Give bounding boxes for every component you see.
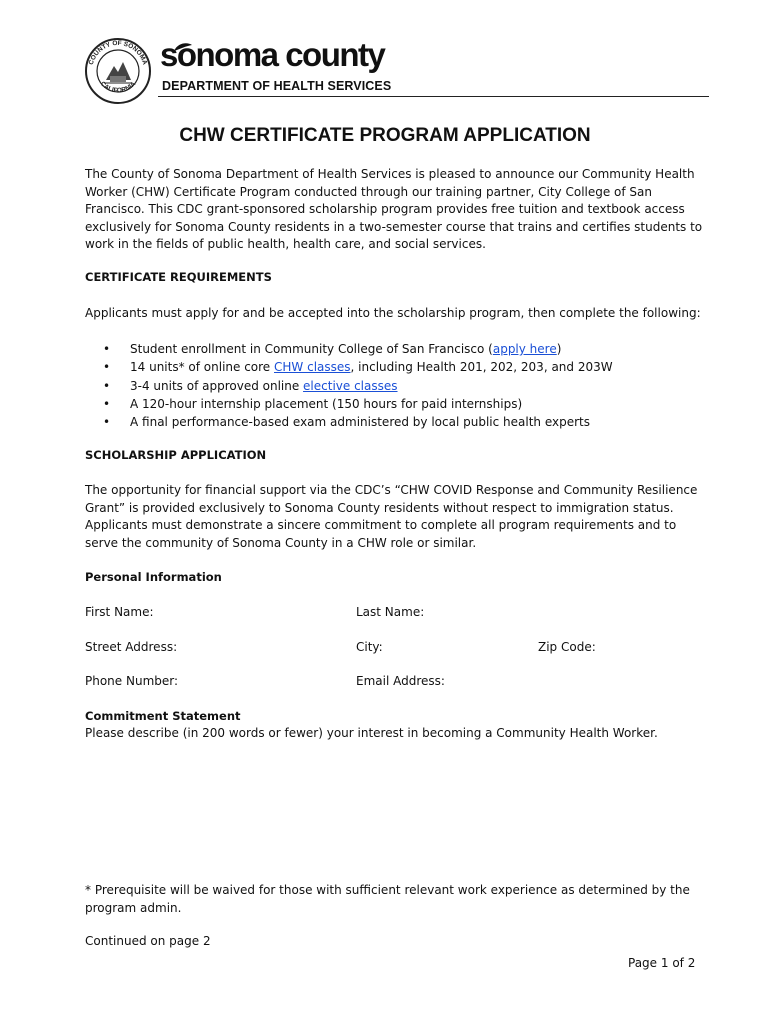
zip-code-field[interactable]: Zip Code: [538, 640, 596, 654]
scholarship-paragraph: The opportunity for financial support via the CDC’s “CHW COVID Response and Community Resilience Grant” is provided exclusively to Sonoma County residents without respect to immigration status. Applicants must demonstrate a sincere commitment to complete all program requirements and to serve the community of Sonoma County in a CHW role or similar. [85, 483, 698, 550]
county-seal-logo [84, 36, 152, 106]
bullet-icon: • [103, 342, 111, 356]
chw-classes-link[interactable]: CHW classes [274, 360, 351, 375]
county-wordmark: sonoma county [160, 36, 385, 73]
intro-paragraph: The County of Sonoma Department of Health Services is pleased to announce our Community Health Worker (CHW) Certificate Program conducted through our training partner, City College of San Francisco. This CDC grant-sponsored scholarship program provides free tuition and textbook access exclusively for Sonoma County residents in a two-semester course that trains and certifies students to work in the fields of public health, health care, and social services. [85, 167, 703, 251]
prerequisite-footnote: * Prerequisite will be waived for those with sufficient relevant work experience as determined by the program admin. [85, 883, 690, 915]
email-address-field[interactable]: Email Address: [356, 674, 445, 688]
requirements-heading: CERTIFICATE REQUIREMENTS [85, 270, 272, 284]
street-address-field[interactable]: Street Address: [85, 640, 178, 654]
bullet-icon: • [103, 378, 111, 393]
bullet-icon: • [103, 360, 111, 375]
svg-text:CALIFORNIA: CALIFORNIA [98, 80, 138, 95]
commitment-prompt: Please describe (in 200 words or fewer) your interest in becoming a Community Health Worker. [85, 726, 658, 740]
header-divider [158, 96, 709, 97]
commitment-response-area[interactable] [85, 746, 710, 866]
city-field[interactable]: City: [356, 640, 383, 654]
list-item: • A final performance-based exam administered by local public health experts [103, 415, 590, 430]
commitment-heading: Commitment Statement [85, 709, 241, 723]
bullet-icon: • [103, 396, 111, 411]
last-name-field[interactable]: Last Name: [356, 605, 425, 619]
list-item: • 14 units* of online core CHW classes, including Health 201, 202, 203, and 203W [103, 360, 613, 375]
page-title: CHW CERTIFICATE PROGRAM APPLICATION [179, 125, 591, 146]
list-item: • A 120-hour internship placement (150 hours for paid internships) [103, 396, 523, 411]
scholarship-heading: SCHOLARSHIP APPLICATION [85, 448, 267, 462]
list-item: • 3-4 units of approved online elective classes [103, 378, 398, 393]
requirements-lead: Applicants must apply for and be accepted into the scholarship program, then complete the following: [85, 306, 701, 320]
requirements-list [100, 340, 613, 431]
page-number: Page 1 of 2 [628, 956, 696, 970]
svg-text:COUNTY OF SONOMA: COUNTY OF SONOMA [87, 39, 149, 66]
department-name: DEPARTMENT OF HEALTH SERVICES [162, 79, 392, 93]
first-name-field[interactable]: First Name: [85, 605, 154, 619]
continued-note: Continued on page 2 [85, 934, 211, 948]
personal-info-heading: Personal Information [85, 570, 222, 584]
list-item: • Student enrollment in Community College of San Francisco (apply here) [103, 342, 562, 356]
apply-here-link[interactable]: apply here [492, 342, 557, 356]
elective-classes-link[interactable]: elective classes [303, 378, 398, 393]
phone-number-field[interactable]: Phone Number: [85, 674, 179, 688]
bullet-icon: • [103, 415, 111, 430]
